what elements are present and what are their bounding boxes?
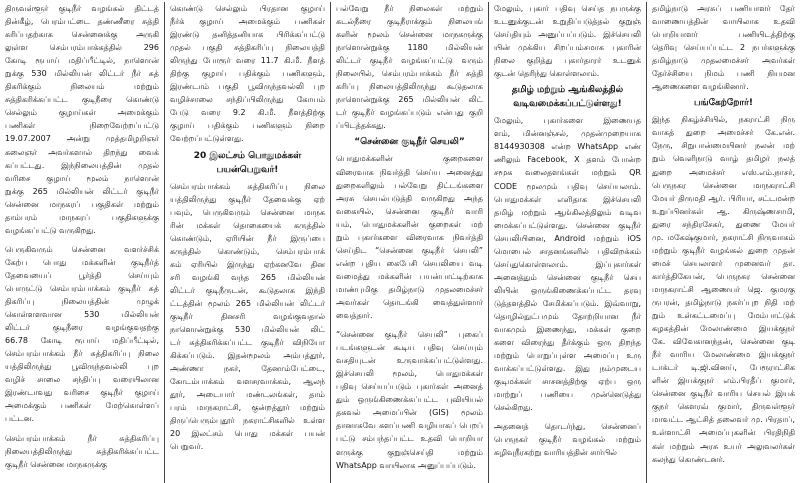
text-line: சமூக வலைதளங்கள் மற்றும் QR bbox=[494, 168, 641, 178]
text-line: வசதியுடன் உருவாக்கப்பட்டுள்ளது. bbox=[336, 356, 483, 366]
text-line: கே. விவேகானந்தன், சென்னை குடி bbox=[652, 337, 795, 347]
text-line: முதல் பகுதி சுத்திகரிப்பு நிலையத்தி bbox=[170, 43, 325, 53]
text-line: வாகமும் இணைந்து, மக்கள் குறை bbox=[494, 325, 641, 335]
text-line: 19.07.2007 அன்று முத்தமிழறிஞர் bbox=[5, 134, 159, 144]
paragraph bbox=[652, 2, 795, 93]
text-line: தகவல் அமைப்பின் (GIS) மூலம் bbox=[336, 408, 483, 418]
text-line: பல்வேறு நீர் நிலைகள் மற்றும் bbox=[336, 4, 483, 13]
text-line: படங்களுடன் கூடிய பதிவு செய்யும் bbox=[336, 343, 483, 353]
text-line: ணிலும் Facebook, X தளம் போன்ற bbox=[494, 155, 641, 165]
text-line: கார்த்திகேயன், பெருநகர சென்னை bbox=[652, 271, 795, 281]
text-line: ளருக்கு குறுஞ்செய்தி மற்றும் bbox=[336, 447, 483, 457]
text-line: யத்திலிருந்து குடிநீர் தேவைக்கு ஏற் bbox=[170, 194, 325, 204]
text-line: இரண்டாம் பகுதி பூவிருந்தவல்லி புற bbox=[170, 82, 325, 92]
text-line: பொதுமக்கள் எளிதாக இச்செயலி bbox=[494, 194, 641, 204]
text-line: கரிப்பு நிலையத்திலிருந்து கூடுதலாக bbox=[336, 82, 483, 92]
text-line: மாண்புமிகு தமிழ்நாடு முதலமைச்சர் bbox=[336, 284, 483, 294]
paragraph bbox=[494, 114, 641, 414]
text-line: கருத்தில் கொண்டும், செம்பரம்பாக் bbox=[170, 246, 325, 256]
text-line: கோடம்பாக்கம் வளசரவாக்கம், ஆலந் bbox=[170, 377, 325, 387]
text-line: பொருட்டு செம்பரம்பாக்கம் குடிநீர் சுத் bbox=[5, 283, 159, 293]
text-line: இச்செயலி மூலம், பொதுமக்கள் bbox=[336, 369, 483, 379]
text-line: ருபரன், தமிழ்நாடு நகர்ப்புற நிதி மற் bbox=[652, 297, 795, 307]
text-line: மேயர் திருமதி ஆர். பிரியா, சட்டமன்ற bbox=[652, 193, 795, 203]
text-line: கோடி ரூபாய் மதிப்பீட்டில், நாளொன் bbox=[5, 56, 159, 66]
text-line: உள்ளாட்சி அமைப்புகளின் பிரதிநிதி bbox=[652, 428, 795, 438]
text-line: நீர்க் குழாய் அமைக்கும் பணிகள் bbox=[170, 17, 325, 27]
text-line: பணிகள் நிறைவேற்றப்பட்டு bbox=[5, 121, 159, 131]
text-line: லுள்ள செம்பரம்பாக்கத்தில் 296 bbox=[5, 43, 159, 53]
paragraph bbox=[336, 328, 483, 472]
text-line: நாளொன்றுக்கு 265 மில்லியன் லிட் bbox=[336, 95, 483, 105]
text-line: பட்டு சம்பந்தப்பட்ட உதவி பொறியா bbox=[336, 434, 483, 444]
text-line: வாக்கப்பட்டுள்ளது. இது நம்முடைய bbox=[494, 364, 641, 374]
subheading bbox=[494, 83, 641, 111]
paragraph bbox=[170, 2, 325, 146]
text-line: கடல்நீரை குடிநீராக்கும் நிலையங் bbox=[336, 17, 483, 27]
text-line: செல்லும் குழாய்கள் அமைக்கும் bbox=[5, 108, 159, 118]
text-line: கிக்கப்படும். இதன்மூலம் அம்பத்தூர், bbox=[170, 351, 325, 361]
text-line: திருவள்ளூர் குடிநீர் வழங்கல் திட்டத் bbox=[5, 4, 159, 13]
text-line: தமிழ்நாடு அரசுப் பணியாளர் தேர் bbox=[652, 4, 795, 13]
text-line: கொண்டு செல்லும் பிரதான குழாய் bbox=[170, 4, 325, 13]
text-line: பொறியாளர் பணியிடத்திற்கு bbox=[652, 30, 795, 40]
text-line: டர் குடிநீர் வழங்கப்படும் என்பது குறி bbox=[336, 108, 483, 118]
text-line: குடிநீர் சென்னை மாநகருக்கு bbox=[5, 459, 108, 469]
text-line: மு. மகேஷ்குமார், நகராட்சி நிருவாகம் bbox=[652, 232, 795, 242]
text-line: 8144930308 என்ற WhatsApp எண் bbox=[494, 142, 641, 152]
text-line: பரம் மாநகராட்சி, குன்றத்தூர் மற்றும் bbox=[170, 403, 325, 413]
text-line: குழாய் பதிக்கும் பணிகளும் நிறை bbox=[170, 121, 325, 131]
text-line: ட்டத்தின் மூலம் 265 மில்லியன் லிட்டர் bbox=[170, 298, 325, 308]
text-line: செம்பரம்பாக்கம் நீர் சுத்திகரிப்பு bbox=[5, 433, 159, 443]
text-line: ளின் இயக்குநர் எம்.பிரதீப் குமார், bbox=[652, 376, 795, 386]
text-line: வகையில், சென்னை குடிநீர் வாரி bbox=[336, 206, 483, 216]
text-line: றுக்கு 530 மில்லியன் லிட்டர் நீர் சுத் bbox=[5, 69, 159, 79]
paragraph bbox=[494, 420, 641, 459]
text-line: ளம், மின்னஞ்சல், முதன்முறையாக bbox=[494, 129, 641, 139]
text-line: தாம்பரம் மாநகரப் பகுதிகளுக்கு bbox=[5, 212, 159, 222]
text-line: களின் மூலம் சென்னை மாநகருக்கு bbox=[336, 30, 483, 40]
subheading-line: வடிவமைக்கப்பட்டுள்ளது! bbox=[513, 99, 622, 110]
paragraph bbox=[170, 180, 325, 454]
text-line: தூர், அடையார் மண்டலங்கள், தாம் bbox=[170, 390, 325, 400]
text-line: லியின் ஒருங்கிணைக்கப்பட்ட தரவு bbox=[494, 285, 641, 295]
text-line: அதனைத் தொடர்ந்து, சென்னைப் bbox=[494, 422, 641, 432]
text-line: மைக்கப்பட்டுள்ளது. சென்னை குடிநீர் bbox=[494, 220, 641, 230]
text-line: டர் சுத்திகரிக்கப்பட்ட குடிநீர் விநியோ bbox=[170, 338, 325, 348]
text-line: யம், பொதுமக்களின் குறைகள் மற் bbox=[336, 219, 483, 229]
subheading-line: தமிழ் மற்றும் ஆங்கிலத்தில் bbox=[511, 85, 624, 96]
text-line: மாநகராட்சி ஆணையர் ஜெ. குமரகு bbox=[652, 284, 795, 294]
text-line: தானாகவே களப்பணி வழியாகப் பெறப் bbox=[336, 421, 483, 431]
text-line: றுக்கு 265 மில்லியன் லிட்டர் குடிநீர் bbox=[5, 186, 159, 196]
paragraph bbox=[5, 2, 159, 237]
column-2 bbox=[165, 2, 331, 483]
text-line: லிருந்து போரூர் வரை 11.7 கி.மீ. நீளத் bbox=[170, 56, 325, 66]
text-line: விரைவாக நிவர்த்தி செய்ய அனைத்து bbox=[336, 167, 483, 177]
column-3 bbox=[331, 2, 489, 483]
text-line: துறைகளிலும் பல்வேறு திட்டங்களை bbox=[336, 180, 483, 190]
text-line: நாளொன்றுக்கு 530 மில்லியன் லிட் bbox=[170, 325, 325, 335]
text-line: ரின் மக்கள் தொகையைக் கருத்தில் bbox=[170, 220, 325, 230]
subheading bbox=[170, 149, 325, 177]
text-line: CODE மூலமும் பதிவு செய்யலாம். bbox=[494, 181, 641, 191]
text-line: திகரிப்பு நிலையத்தின் முழுக் bbox=[5, 297, 159, 307]
text-line: செய்தியும் அனுப்பப்படும். இச்செயலி bbox=[494, 30, 641, 40]
paragraph bbox=[494, 2, 641, 80]
text-line: பெருநகர் குடிநீர் வழங்கல் மற்றும் bbox=[494, 435, 641, 445]
text-line: நேரு, சிறுபான்மையினர் நலன் மற் bbox=[652, 141, 795, 151]
paragraph bbox=[5, 243, 159, 426]
text-line: ப்பிடத்தக்கது. bbox=[336, 121, 386, 131]
text-line: செம்பரம்பாக்கம் நீர் சுத்திகரிப்பு நிலை bbox=[5, 349, 159, 359]
text-line: கழிவுநீரகற்று வாரியத்தின் சார்பில் bbox=[494, 448, 617, 458]
text-line: தமிழ்நாடு முதலமைச்சர் அவர்கள் bbox=[652, 56, 795, 66]
text-line: மற்றும் பொறுப்புள்ள அமைப்பு உரு bbox=[494, 351, 641, 361]
text-line: மேலும், புகார் பதிவு செய்த நபருக்கு bbox=[494, 4, 641, 13]
text-line: கழகத்தின் மேலாண்மை இயக்குநர் bbox=[652, 324, 795, 334]
text-line: கம் ஏரியில் இருந்து ஏற்கனவே தின bbox=[170, 259, 325, 269]
subheading-line: “சென்னை குடிநீர் செயலி” bbox=[354, 137, 465, 148]
text-line: திற்கு குழாய் பதிக்கும் பணிகளும், bbox=[170, 69, 325, 79]
text-line: செம்பரம்பாக்கம் சுத்திகரிப்பு நிலை bbox=[170, 181, 325, 191]
text-line: தொழில்நுட்பமும் தோற்றியான நீர் bbox=[494, 311, 641, 321]
text-line: அனைத்தும் சென்னை குடிநீர் செய bbox=[494, 272, 641, 282]
text-line: அண்ணா நகர், தேனாம்பேட்டை, bbox=[170, 364, 325, 374]
text-line: இந்த நிகழ்ச்சியில், நகராட்சி நிரு bbox=[652, 115, 795, 125]
text-line: செல்கிறது. bbox=[494, 403, 533, 413]
text-line: பதிவு செய்யப்படும் புகார்கள் அனைத் bbox=[336, 382, 483, 392]
column-1 bbox=[0, 2, 165, 483]
text-line: “சென்னை குடிநீர் செயலி” புகைப் bbox=[336, 330, 483, 340]
text-line: களை விரைந்து தீர்க்கும் ஒரு திறந்த bbox=[494, 338, 641, 348]
text-line: இரண்டு தனித்தனியாக பிரிக்கப்பட்டு bbox=[170, 30, 325, 40]
column-5 bbox=[647, 2, 800, 483]
text-line: உடனுக்குடன் உறுதிப்படுத்தல் குறுஞ் bbox=[494, 17, 641, 27]
text-line: WhatsApp வாயிலாக அனுப்பப்படும். bbox=[336, 460, 476, 470]
text-line: பெருகிவரும் சென்னை வளர்ச்சிக் bbox=[5, 244, 159, 254]
text-line: றும் வெளிநாடு வாழ் தமிழர் நலத் bbox=[652, 154, 795, 164]
subheading bbox=[652, 96, 795, 110]
text-line: கரிப்பதற்காக சென்னைக்கு அருகி bbox=[5, 30, 159, 40]
text-line: வேற்றப்பட்டுள்ளது. bbox=[170, 134, 244, 144]
text-line: துரை சந்திரசேகர், துணை மேயர் bbox=[652, 219, 795, 229]
text-line: தேர்ச்சியை நிமம் பணி நியமன bbox=[652, 69, 795, 79]
text-line: பெருநகர சென்னை மாநகராட்சி bbox=[652, 180, 795, 190]
text-line: றும் உள்கட்டமைப்பு மேம்பாட்டுக் bbox=[652, 311, 795, 321]
subheading-line: பங்கேற்றோர்! bbox=[694, 98, 753, 109]
text-line: குடிமக்கள் சாசனத்திற்கு ஏற்ப ஒரு bbox=[494, 377, 641, 387]
text-line: நிலையத்திலிருந்து சுத்திகரிக்கப்பட்ட bbox=[5, 446, 159, 456]
text-line: தும் ஒருங்கிணைக்கப்பட்ட புவியியல் bbox=[336, 395, 483, 405]
text-line: மேலும், புகார்களை இணையத bbox=[494, 116, 641, 126]
text-line: அரசு செயல்படுத்தி வருகிறது அந்த bbox=[336, 193, 483, 203]
text-line: லிட்டர் குடிநீரை வழங்குவதற்கு bbox=[5, 323, 159, 333]
text-line: சென்னை குடிநீர் வாரிய செயல் இயக் bbox=[652, 389, 795, 399]
text-line: கப்பட்டது. இந்நிலையத்தின் முதல் bbox=[5, 160, 159, 170]
text-line: குடிநீர் தினசரி வழங்குவதால் bbox=[170, 311, 325, 321]
text-line: திகரிக்கும் நிலையம் மற்றும் bbox=[5, 82, 159, 92]
text-line: வழங்கப்பட்டு வருகிறது. bbox=[5, 225, 96, 235]
text-line: வமைத்து மக்களின் பயன்பாட்டிற்காக bbox=[336, 271, 483, 281]
text-line: மைச் செயலாளர் முனைவர் தா. bbox=[652, 258, 795, 268]
paragraph bbox=[652, 113, 795, 465]
text-line: குநர் கௌரவ் குமார், திருவள்ளூர் bbox=[652, 402, 795, 412]
text-line: வழிச் சாலை சந்திப்பு வரையிலான bbox=[5, 375, 159, 385]
subheading bbox=[336, 135, 483, 149]
text-line: பேடு வரை 9.2 கி.மீ. நீளத்திற்கு bbox=[170, 108, 325, 118]
paragraph bbox=[336, 2, 483, 132]
text-line: செய்திட “சென்னை குடிநீர் செயலி” bbox=[336, 245, 483, 255]
text-line: மாவட்ட ஆட்சித் தலைவர் மு. பிரதாப், bbox=[652, 415, 795, 425]
text-line: துறை அமைச்சர் எஸ்.எம்.நாசர், bbox=[652, 167, 795, 177]
text-line: வைத்தார். bbox=[336, 311, 373, 321]
text-line: மற்றும் குடிநீர் வழங்கல் துறை முதன் bbox=[652, 245, 795, 255]
text-line: பொதுமக்களின் குறைகளை bbox=[336, 154, 483, 164]
text-line: யத்திலிருந்து பூவிருந்தவல்லி புற bbox=[5, 362, 159, 372]
text-line: வாகத் துறை அமைச்சர் கே.என். bbox=[652, 128, 795, 138]
text-line: நீர் வாரிய மேலாண்மை இயக்குநர் bbox=[652, 350, 795, 360]
text-line: பவும், பெருகிவரும் சென்னை மாநக bbox=[170, 207, 325, 217]
text-line: அமைக்கும் பணிகள் மேற்கொள்ளப் bbox=[5, 401, 159, 411]
text-line: என்ற புதிய கைபேசி செயலியை வடி bbox=[336, 258, 483, 268]
text-line: 20 இலட்சம் பொது மக்கள் பயன் bbox=[170, 429, 325, 439]
text-line: தேவையைப் பூர்த்தி செய்யும் bbox=[5, 270, 159, 280]
text-line: றும் புகார்களை விரைவாக நிவர்த்தி bbox=[336, 232, 483, 242]
text-line: செயலியினை, Android மற்றும் iOS bbox=[494, 233, 641, 243]
text-line: வரிசை குழாய் மூலம் நாளொன் bbox=[5, 173, 159, 183]
text-line: ஆணைகளை வழங்கினார். bbox=[652, 82, 749, 92]
text-line: சென்னை மாநகரப் பகுதிகள் மற்றும் bbox=[5, 199, 159, 209]
text-line: டாக்டர் டி.ஜி.வினய், பேரூராட்சிக bbox=[652, 363, 795, 373]
text-line: தெரிவு செய்யப்பட்ட 2 நபர்களுக்கு bbox=[652, 43, 795, 53]
text-line: கலைஞர் அவர்களால் திறந்து வைக் bbox=[5, 147, 159, 157]
text-line: 66.78 கோடி ரூபாய் மதிப்பீட்டில், bbox=[5, 336, 159, 346]
text-line: பெறுவர். bbox=[170, 442, 204, 452]
text-line: உறுப்பினர்கள் ஆ. கிருஷ்ணசாமி, bbox=[652, 206, 795, 216]
text-line: லிட்டர் குடிநீருடன், கூடுதலாக இந்தி bbox=[170, 285, 325, 295]
text-line: செய்துகொள்ளலாம். இப்புகார்கள் bbox=[494, 259, 641, 269]
text-line: வாணையத்தின் வாயிலாக உதவி bbox=[652, 17, 795, 27]
paragraph bbox=[336, 152, 483, 322]
text-line: மொபைல் சாதனங்களில் பதிவிறக்கம் bbox=[494, 246, 641, 256]
text-line: பட்டன. bbox=[5, 414, 34, 424]
text-line: வழிச்சாலை சந்திப்பிலிருந்து கோயம் bbox=[170, 95, 325, 105]
text-line: சரி வழங்கி வந்த 265 மில்லியன் bbox=[170, 272, 325, 282]
text-line: கேற்ப பொது மக்களின் குடிநீர்த் bbox=[5, 257, 159, 267]
text-line: நாளொன்றுக்கு 1180 மில்லியன் bbox=[336, 43, 483, 53]
text-line: திருப்பெரும்புதூர் நகராட்சிகளில் உள்ள bbox=[170, 416, 325, 426]
text-line: மாற்றுப் பணியை முன்னெடுத்து bbox=[494, 390, 641, 400]
column-4 bbox=[489, 2, 647, 483]
text-line: நிலை குறித்து புகார்தாரர் உடனுக் bbox=[494, 56, 641, 66]
text-line: இரண்டாவது வரிசை குடிநீர் குழாய் bbox=[5, 388, 159, 398]
subheading-line: பயன்பெறுவர்! bbox=[216, 164, 279, 175]
text-line: அவர்கள் தொடங்கி வைத்துள்ளார் bbox=[336, 297, 483, 307]
text-line: சுத்திகரிக்கப்பட்ட குடிநீரை கொண்டு bbox=[5, 95, 159, 105]
text-line: டுத்தளத்தில் சேமிக்கப்படும். இவ்வாறு, bbox=[494, 298, 641, 308]
text-line: லிட்டர் குடிநீர் வழங்கப்பட்டு வரும் bbox=[336, 56, 483, 66]
text-line: குடன் தெரிந்து கொள்ளலாம். bbox=[494, 69, 600, 79]
subheading-line: 20 இலட்சம் பொதுமக்கள் bbox=[193, 150, 302, 161]
text-line: தின்கீழ், பெரம்பட்டை தண்ணீரை சுத்தி bbox=[5, 17, 159, 27]
text-line: கொண்டும், ஏரியின் நீர் இருப்பை bbox=[170, 233, 325, 243]
text-line: கள் மற்றும் அரசு உயர் அலுவலர்கள் bbox=[652, 441, 795, 451]
paragraph bbox=[5, 432, 159, 471]
text-line: யின் முக்கிய சிறப்பம்சமாக புகாரின் bbox=[494, 43, 641, 53]
text-line: கொள்ளளவான 530 மில்லியன் bbox=[5, 310, 159, 320]
text-line: கலந்து கொண்டனர். bbox=[652, 454, 725, 464]
text-line: தமிழ் மற்றும் ஆங்கிலத்திலும் வடிவ bbox=[494, 207, 641, 217]
text-line: நிலையில், செம்பரம்பாக்கம் நீர் சுத்தி bbox=[336, 69, 483, 79]
